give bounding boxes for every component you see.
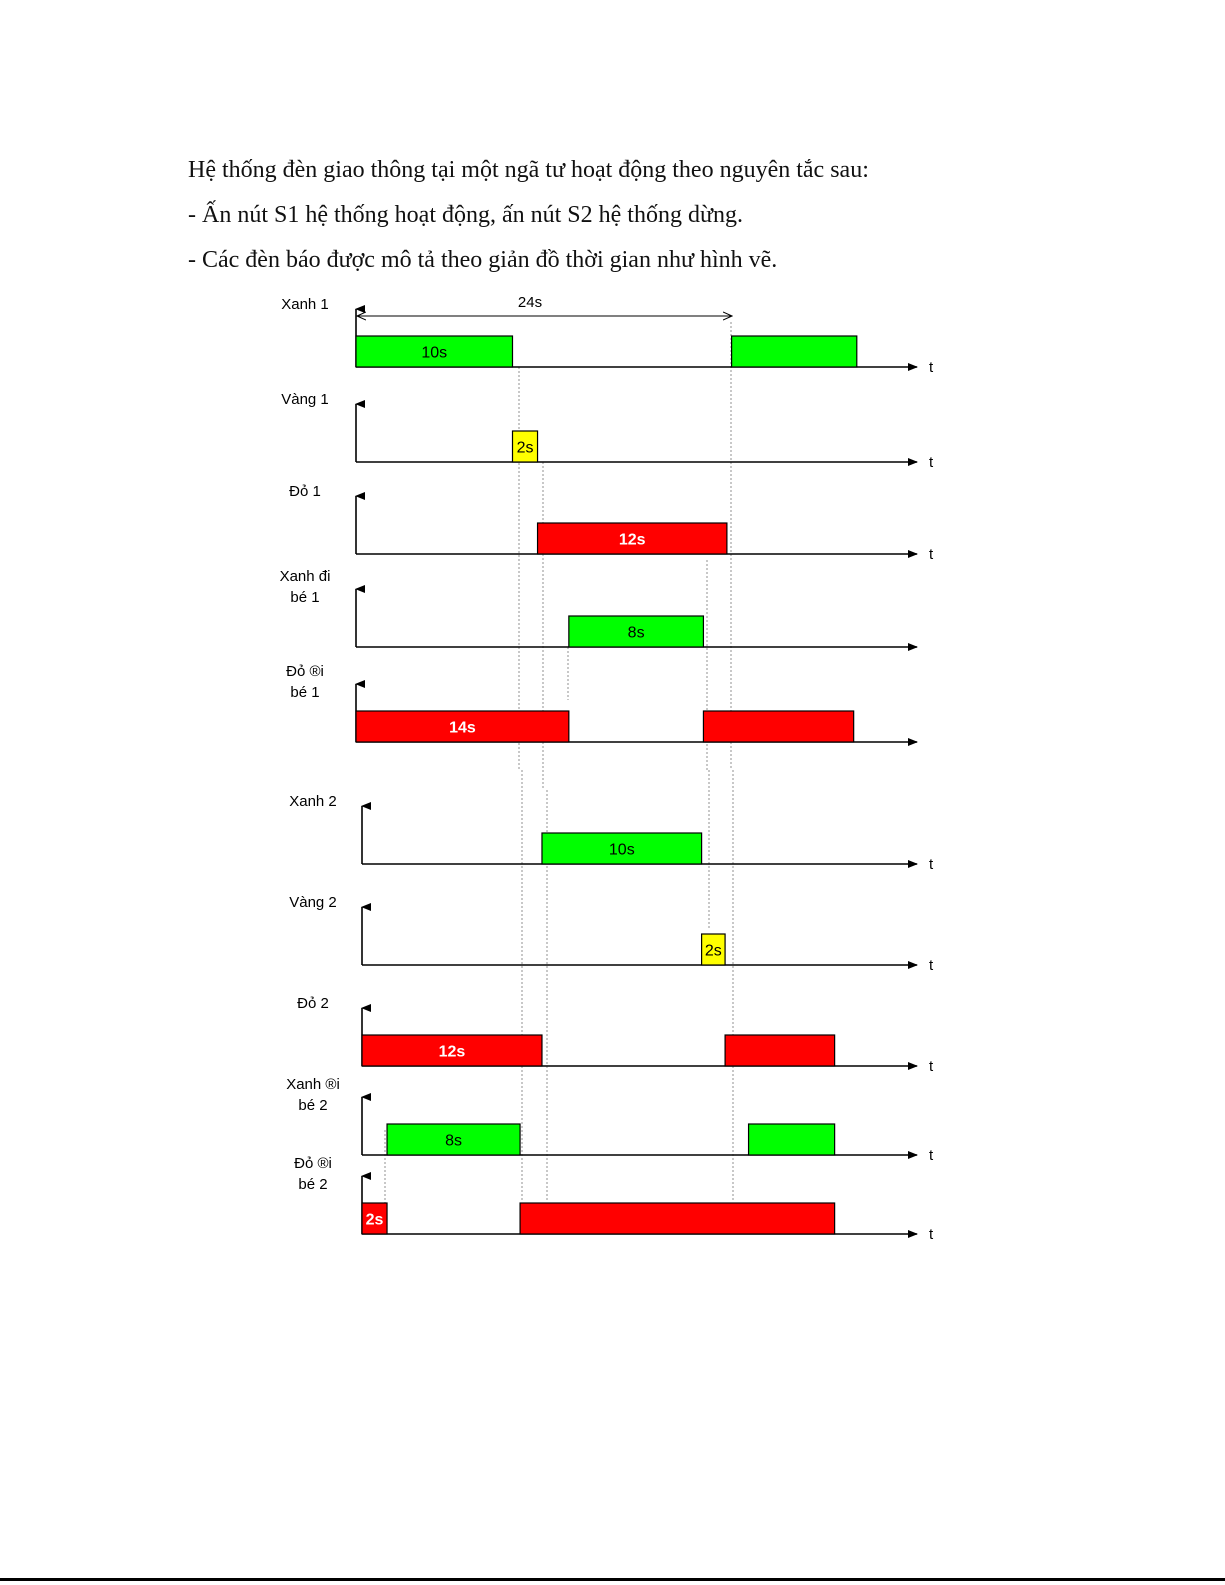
signal-rows — [280, 296, 934, 1243]
signal-row — [280, 568, 917, 647]
signal-label: Đỏ 2 — [297, 995, 329, 1012]
period-label: 24s — [517, 294, 543, 311]
intro-line-2: - Ấn nút S1 hệ thống hoạt động, ấn nút S2 hệ thống dừng. — [188, 202, 743, 228]
signal-row — [281, 391, 934, 471]
pulse-duration-label: 8s — [627, 624, 645, 642]
pulse-duration-label: 2s — [516, 439, 534, 457]
pulse-duration-label: 12s — [618, 531, 646, 549]
time-axis-label: t — [929, 454, 934, 471]
signal-label: Xanh 2 — [289, 793, 337, 810]
time-axis-label: t — [929, 546, 934, 563]
signal-pulse — [703, 711, 853, 742]
pulse-duration-label: 8s — [445, 1132, 463, 1150]
time-axis-label: t — [929, 957, 934, 974]
pulse-duration-label: 14s — [449, 719, 476, 737]
signal-row — [289, 894, 934, 974]
pulse-duration-label: 10s — [608, 841, 635, 859]
signal-label: Vàng 2 — [289, 894, 337, 911]
signal-row — [294, 1155, 934, 1243]
signal-label: Đỏ ®i bé 1 — [286, 663, 324, 701]
signal-label: Đỏ ®i bé 2 — [294, 1155, 332, 1193]
period-marker — [357, 294, 732, 316]
intro-line-3: - Các đèn báo được mô tả theo giản đồ thời gian như hình vẽ. — [188, 247, 778, 273]
intro-line-1: Hệ thống đèn giao thông tại một ngã tư hoạt động theo nguyên tắc sau: — [188, 157, 869, 183]
pulse-duration-label: 2s — [365, 1211, 384, 1229]
pulse-duration-label: 2s — [704, 942, 722, 960]
signal-row — [286, 1076, 934, 1164]
signal-label: Xanh đi bé 1 — [279, 568, 331, 606]
signal-row — [281, 296, 934, 376]
signal-row — [286, 663, 917, 742]
signal-label: Đỏ 1 — [289, 483, 321, 500]
signal-row — [297, 995, 934, 1075]
signal-pulse — [749, 1124, 835, 1155]
signal-row — [289, 483, 934, 563]
signal-label: Xanh ®i bé 2 — [286, 1076, 340, 1114]
page-bottom-rule — [0, 1578, 1225, 1581]
time-axis-label: t — [929, 856, 934, 873]
time-axis-label: t — [929, 1058, 934, 1075]
signal-pulse — [725, 1035, 835, 1066]
signal-row — [289, 793, 934, 873]
signal-pulse — [732, 336, 857, 367]
pulse-duration-label: 12s — [438, 1043, 466, 1061]
signal-pulse — [520, 1203, 835, 1234]
signal-label: Vàng 1 — [281, 391, 329, 408]
time-axis-label: t — [929, 359, 934, 376]
pulse-duration-label: 10s — [421, 344, 448, 362]
signal-label: Xanh 1 — [281, 296, 329, 313]
time-axis-label: t — [929, 1226, 934, 1243]
dashed-guides — [385, 322, 733, 1205]
time-axis-label: t — [929, 1147, 934, 1164]
